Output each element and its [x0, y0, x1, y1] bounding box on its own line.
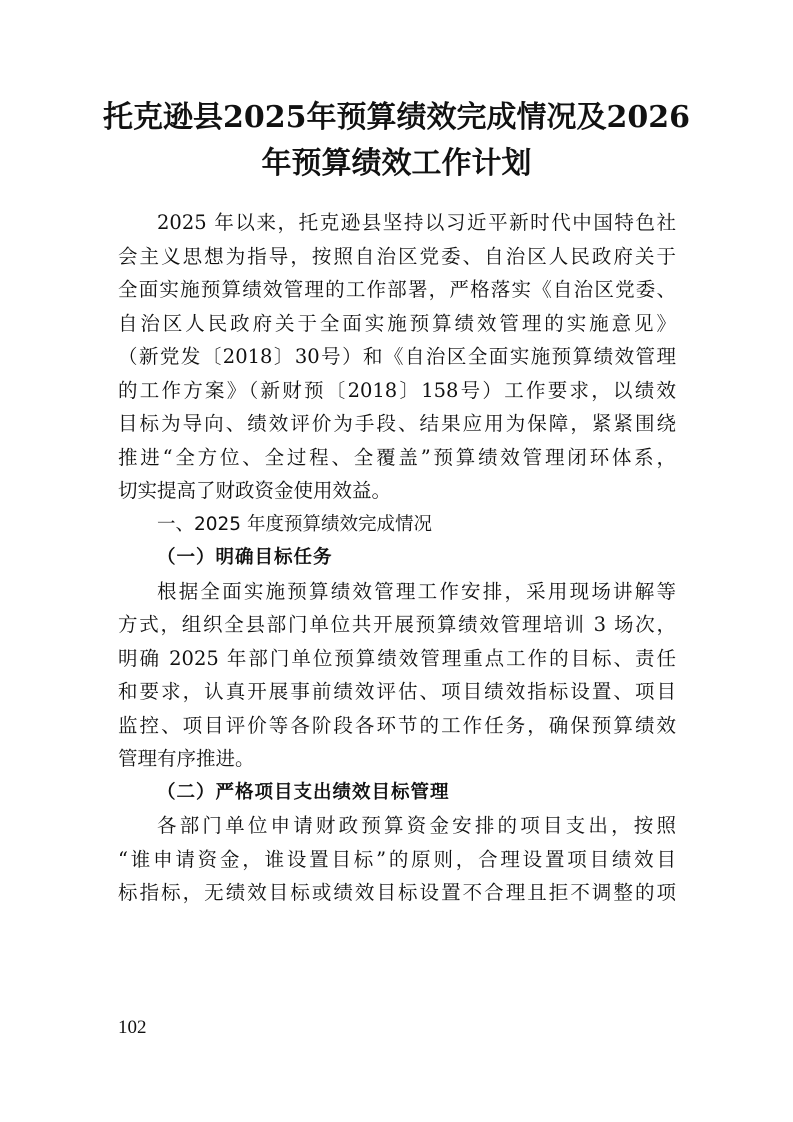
paragraph-line: 标指标，无绩效目标或绩效目标设置不合理且拒不调整的项 [118, 881, 676, 904]
paragraph-line: 和要求，认真开展事前绩效评估、项目绩效指标设置、项目 [118, 680, 676, 703]
subsection-heading: （二）严格项目支出绩效目标管理 [157, 781, 450, 803]
paragraph-line: 会主义思想为指导，按照自治区党委、自治区人民政府关于 [118, 244, 676, 268]
paragraph-line: 监控、项目评价等各阶段各环节的工作任务，确保预算绩效 [118, 713, 676, 737]
paragraph-line: 切实提高了财政资金使用效益。 [118, 479, 392, 502]
paragraph-line: 管理有序推进。 [118, 747, 255, 770]
page-title-line-1: 托克逊县2025年预算绩效完成情况及2026 [103, 100, 690, 135]
paragraph-line: 推进“全方位、全过程、全覆盖”预算绩效管理闭环体系， [118, 445, 676, 469]
paragraph-line: 方式，组织全县部门单位共开展预算绩效管理培训 3 场次， [118, 613, 676, 636]
paragraph-line: 的工作方案》（新财预〔2018〕158号）工作要求，以绩效 [118, 378, 676, 402]
paragraph-line: 目标为导向、绩效评价为手段、结果应用为保障，紧紧围绕 [118, 412, 676, 435]
document-body [118, 206, 676, 910]
page-title-line-2: 年预算绩效工作计划 [261, 146, 532, 181]
paragraph-line: 全面实施预算绩效管理的工作部署，严格落实《自治区党委、 [118, 278, 676, 301]
paragraph-line: （新党发〔2018〕30号）和《自治区全面实施预算绩效管理 [118, 345, 676, 368]
page-number: 102 [118, 1017, 147, 1038]
paragraph-line: 各部门单位申请财政预算资金安排的项目支出，按照 [157, 814, 676, 837]
subsection-heading: （一）明确目标任务 [157, 547, 333, 568]
paragraph-line: 明确 2025 年部门单位预算绩效管理重点工作的目标、责任 [118, 646, 676, 670]
section-heading: 一、2025 年度预算绩效完成情况 [157, 513, 432, 535]
paragraph-line: 2025 年以来，托克逊县坚持以习近平新时代中国特色社 [157, 211, 676, 234]
paragraph-line: 根据全面实施预算绩效管理工作安排，采用现场讲解等 [157, 579, 676, 603]
paragraph-line: “谁申请资金，谁设置目标”的原则，合理设置项目绩效目 [118, 847, 676, 871]
paragraph-line: 自治区人民政府关于全面实施预算绩效管理的实施意见》 [118, 311, 676, 335]
